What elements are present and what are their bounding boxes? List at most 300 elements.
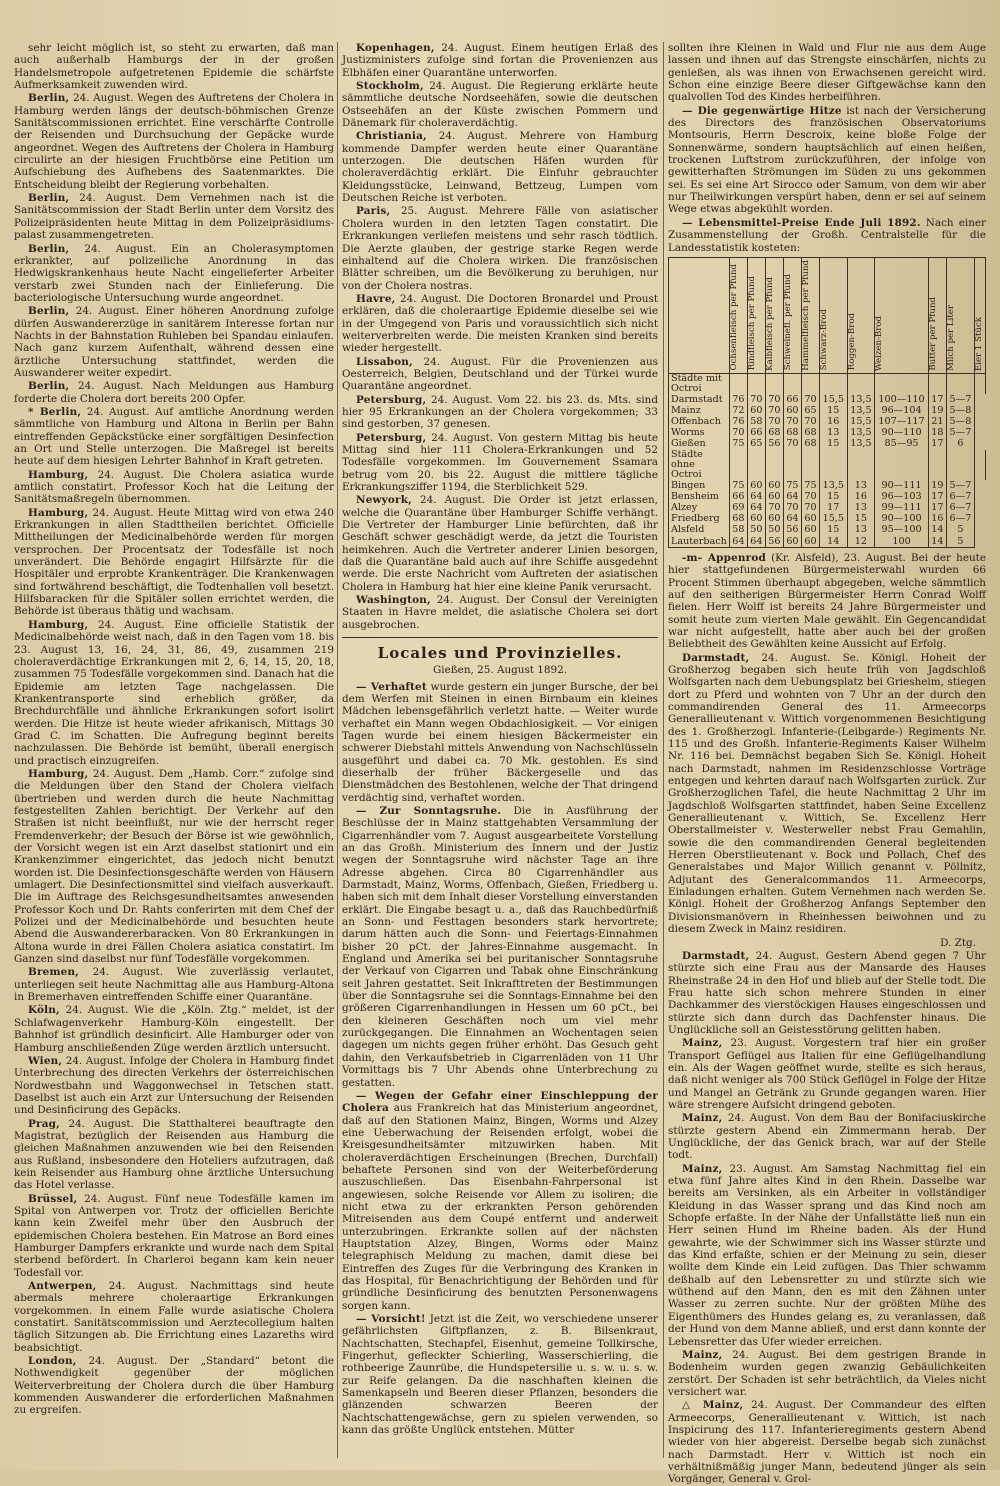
news-paragraph <box>14 243 334 305</box>
price-cell: 19 <box>928 405 946 416</box>
price-city: Bingen <box>669 480 730 491</box>
price-cell <box>847 373 875 394</box>
price-cell <box>819 373 847 394</box>
price-city: Lauterbach <box>669 536 730 548</box>
price-cell: 76 <box>729 394 747 405</box>
price-row <box>669 427 986 438</box>
price-cell <box>747 450 765 480</box>
dateline-head: Antwerpen, <box>28 1280 97 1293</box>
price-cell: 70 <box>747 394 765 405</box>
price-cell: 60 <box>801 513 819 524</box>
price-cell <box>875 450 929 480</box>
local-news-list <box>342 681 658 1437</box>
news-paragraph <box>668 1399 986 1485</box>
price-cell: 5—7 <box>946 427 974 438</box>
price-cell: 70 <box>801 416 819 427</box>
price-cell <box>729 450 747 480</box>
news-paragraph <box>14 42 334 91</box>
price-cell: 15 <box>847 513 875 524</box>
price-cell: 68 <box>801 438 819 449</box>
section-title: Locales und Provinzielles. <box>377 644 623 663</box>
news-paragraph <box>14 1355 334 1417</box>
price-cell: 56 <box>783 524 801 535</box>
header-label: Schwarz-Brod <box>818 309 829 371</box>
dateline-head: Stockholm, <box>356 80 424 93</box>
column-left <box>14 42 334 1460</box>
price-cell: 13,5 <box>847 438 875 449</box>
news-paragraph <box>14 406 334 468</box>
price-cell: 70 <box>729 427 747 438</box>
column-rule <box>663 42 664 1458</box>
dateline-head: Paris, <box>356 205 391 218</box>
price-cell: 90—111 <box>875 480 929 491</box>
news-text: 24. August. Einer höheren Anordnung zufolge dürfen Auswandererzüge in sanitärem Interesse fortan nur Nachts in der Bahnstation Ruhleben bei Spandau einlaufen. Nach ganz kurzem Aufenthalt, während dessen eine ärztliche Untersuchung stattfindet, werden die Auswanderer weiter expedirt. <box>14 305 334 379</box>
news-paragraph <box>14 507 334 618</box>
dateline-head: Hamburg, <box>28 468 89 481</box>
price-cell: 12 <box>847 536 875 548</box>
news-text: 24. August. Nachmittags sind heute abermals mehrere choleraartige Erkrankungen vorgekommen. In einem Falle wurde asiatische Cholera constatirt. Sanitätscommission und Aerztecollegium halten täglich Sitzungen ab. Die Errichtung eines Lazareths wird beabsichtigt. <box>14 1280 334 1354</box>
news-text: 24. August. Die Order ist jetzt erlassen, welche die Quarantäne über Hamburger Schiffe verhängt. Die Vertreter der Hamburger Linie befürchten, daß ihr Geschäft schwer geschädigt werde, da jetzt die Touristen heimkehren. Auch die Vertreter anderer Linien besorgen, daß die Quarantäne bald auch auf ihre Schiffe ausgedehnt werde. Die erste Nachricht vom Auftreten der asiatischen Cholera in Hamburg hat hier eine kleine Panik verursacht. <box>342 494 658 593</box>
price-cell: 60 <box>765 480 783 491</box>
news-text: 24. August. Die Doctoren Bronardel und Proust erklären, daß die choleraartige Epidemie dieselbe sei wie in der Umgegend von Paris und voraussichtlich sich nicht weiterverbreiten werde. Die meisten Kranken sind bereits wieder hergestellt. <box>342 292 658 355</box>
news-text: 24. August. Einem heutigen Erlaß des Justizministers zufolge sind fortan die Provenienzen aus Elbhäfen einer Quarantäne unterworfen. <box>342 42 658 79</box>
price-cell: 65 <box>747 438 765 449</box>
price-cell: 68 <box>783 427 801 438</box>
dateline-head: — Die gegenwärtige Hitze <box>682 104 842 117</box>
news-paragraph <box>342 130 658 204</box>
price-column-header <box>765 257 783 373</box>
price-column-header <box>669 257 730 373</box>
article-signature: D. Ztg. <box>940 936 976 949</box>
news-text: 24. August. Von gestern Mittag bis heute Mittag sind hier 111 Cholera-Erkrankungen und 52 Todesfälle vorgekommen. Im Gouvernement Ssamara betrug vom 20. bis 22. August die mittlere tägliche Erkrankungsziffer 1194, die Sterblichkeit 529. <box>342 431 658 494</box>
regional-news-list <box>668 552 986 1486</box>
news-text: wurde gestern ein junger Bursche, der bei dem Werfen mit Steinen in einen Birnbaum ein kleines Mädchen lebensgefährlich verletzt hatte. — Weiter wurde verhaftet ein Mann wegen Obdachlosigkeit. — Vor einigen Tagen wurde bei einem hiesigen Bäckermeister ein schwerer Diebstahl mittels Anwendung von Nachschlüsseln ausgeführt und dabei ca. 70 Mk. gestohlen. Es sind dieserhalb der früher Bäckergeselle und das Dienstmädchen des Bestohlenen, welche der That dringend verdächtig sind, verhaftet worden. <box>342 680 658 804</box>
price-cell: 60 <box>747 480 765 491</box>
news-paragraph <box>668 105 986 216</box>
dateline-head: Berlin, <box>28 192 70 205</box>
price-cell: 68 <box>801 427 819 438</box>
price-row <box>669 513 986 524</box>
price-cell: 66 <box>783 394 801 405</box>
price-cell <box>783 450 801 480</box>
news-text: 24. August. Wie die „Köln. Ztg.“ meldet, ist der Schlafwagenverkehr Hamburg-Köln eingestellt. Der Bahnhof ist gründlich desinficirt. Alle Hamburger oder von Hamburg anschließenden Züge werden ärztlich untersucht. <box>14 1004 334 1054</box>
price-cell: 6—7 <box>946 491 974 502</box>
header-label: Kalbfleisch per Pfund <box>764 276 775 371</box>
price-column-header <box>928 257 946 373</box>
price-cell: 16 <box>928 513 946 524</box>
news-paragraph <box>342 293 658 355</box>
news-text: 24. August. Infolge der Cholera in Hamburg findet Unterbrechung des directen Verkehrs der österreichischen Nordwestbahn und Waggonwechsel in Tetschen statt. Daselbst ist auch ein Arzt zur Untersuchung der Reisenden und Desinficirung des Gepäcks. <box>14 1054 334 1117</box>
news-text: (Kr. Alsfeld), 23. August. Bei der heute hier stattgefundenen Bürgermeisterwahl wurden 66 Procent Stimmen überhaupt abgegeben, welche sämmtlich auf den seitherigen Bürgermeister Herrn Conrad Wolff fielen. Herr Wolff ist bereits 24 Jahre Bürgermeister und somit heute zum vierten Male gewählt. Ein Gegencandidat war nicht aufgestellt, hatte aber auch bei der großen Beliebtheit des Gewählten keine Aussicht auf Erfolg. <box>668 551 986 651</box>
price-cell: 64 <box>783 513 801 524</box>
price-cell: 75 <box>783 480 801 491</box>
price-row <box>669 438 986 449</box>
price-column-header <box>783 257 801 373</box>
price-cell: 5—7 <box>946 394 974 405</box>
price-cell <box>974 373 985 394</box>
news-paragraph <box>342 594 658 631</box>
dateline-head: Berlin, <box>28 380 70 393</box>
news-text: 24. August. Fünf neue Todesfälle kamen im Spital von Antwerpen vor. Trotz der officiellen Berichte kann kein Zweifel mehr über den Ausbruch der epidemischen Cholera bestehen. Ein Matrose an Bord eines Hamburger Dampfers erkrankte und wurde nach dem Spital sterbend befördert. In Charleroi begann kam kein neuer Todesfall vor. <box>14 1192 334 1279</box>
price-cell <box>946 373 974 394</box>
news-text: 24. August. Nach Meldungen aus Hamburg forderte die Cholera dort bereits 200 Opfer. <box>14 380 334 405</box>
price-cell: 66 <box>729 491 747 502</box>
news-text: 24. August. Wie zuverlässig verlautet, unterliegen seit heute Nachmittag alle aus Hamburg-Altona in Bremerhaven eintreffenden Schiffe einer Quarantäne. <box>14 966 334 1004</box>
price-cell: 85—95 <box>875 438 929 449</box>
price-cell: 90—110 <box>875 427 929 438</box>
header-label: Eier 1 Stück <box>973 316 984 371</box>
news-text: 23. August. Am Samstag Nachmittag fiel ein etwa fünf Jahre altes Kind in den Rhein. Dasselbe war bereits am Versinken, als ein Arbeiter in vollständiger Kleidung in das Wasser sprang und das Kind noch am Schopfe erfaßte. In der Nähe der Unfallstätte ließ nun ein Herr seinen Hund im Rheine baden. Als der Hund gewahrte, wie der Schwimmer sich ins Wasser stürzte und das Kind erfaßte, schien er der Meinung zu sein, dieser wollte dem Kinde ein Leid zufügen. Das Thier schwamm deßhalb auf den Lebensretter zu und stürzte sich wie wüthend auf den Mann, den es mit den Zähnen unter Wasser zu zerren suchte. Nur der größten Mühe des Eigenthümers des Hundes gelang es, zu veranlassen, daß der Hund von dem Manne abließ, und erst dann konnte der Lebensretter das Ufer wieder erreichen. <box>668 1162 986 1348</box>
price-cell: 60 <box>747 513 765 524</box>
price-city: Mainz <box>669 405 730 416</box>
news-text: 24. August. Der Commandeur des elften Armeecorps, Generallieutenant v. Wittich, ist nach Inspicirung des 117. Infanterieregiments gestern Abend wieder von hier abgereist. Derselbe begab sich zunächst nach Darmstadt. Herr v. Wittich ist noch ein verhältnißmäßig junger Mann, bedeutend jünger als sein Vorgänger, General v. Grol- <box>668 1399 986 1486</box>
dateline-head: Hamburg, <box>28 767 89 780</box>
price-cell: 18 <box>928 427 946 438</box>
price-cell: 60 <box>801 536 819 548</box>
price-cell: 70 <box>783 438 801 449</box>
dateline-head: Hamburg, <box>28 506 89 519</box>
news-text: 24. August. Mehrere von Hamburg kommende Dampfer werden heute einer Quarantäne unterzogen. Die deutschen Häfen wurden für choleraverdächtig erklärt. Die Einfuhr gebrauchter Kleidungsstücke, Leinwand, Bettzeug, Lumpen vom Deutschen Reiche ist verboten. <box>342 130 658 205</box>
price-cell <box>765 450 783 480</box>
news-text: 24. August. Heute Mittag wird von etwa 240 Erkrankungen in allen Stadttheilen berichtet. Officielle Mittheilungen der Medicinalbehörde werden für morgen versprochen. Der Procentsatz der Todesfälle ist noch unverändert. Die Behörde engagirt Hilfsärzte für die Hospitäler und erprobte Krankenträger. Die Krankenwagen sind fortwährend beschäftigt, die Todtenhallen voll besetzt. Hilfsbaracken für die Spitäler sollen errichtet werden, die Behörde ist überaus thätig und wachsam. <box>14 506 334 618</box>
header-label: Ochsenfleisch per Pfund <box>728 264 739 371</box>
price-cell: 14 <box>928 536 946 548</box>
price-city: Worms <box>669 427 730 438</box>
price-cell: 60 <box>765 491 783 502</box>
price-cell: 13 <box>819 427 847 438</box>
news-text: 23. August. Vorgestern traf hier ein großer Transport Geflügel aus Italien für eine Geflügelhandlung ein. Als der Wagen geöffnet wurde, stellte es sich heraus, daß nicht weniger als 700 Stück Geflügel in Folge der Hitze und Mangel an Getränk zu Grunde gegangen waren. Hier wäre strengere Aufsicht dringend geboten. <box>668 1037 986 1111</box>
news-text: sehr leicht möglich ist, so steht zu erwarten, daß man auch außerhalb Hamburgs der in der großen Handelsmetropole aufgetretenen Epidemie die schärfste Aufmerksamkeit zuwenden wird. <box>14 42 334 92</box>
news-text: 24. August. Der „Standard“ betont die Nothwendigkeit gegenüber der möglichen Weiterverbreitung der Cholera durch die über Hamburg kommenden Auswanderer die erforderlichen Maßnahmen zu ergreifen. <box>14 1355 334 1417</box>
price-group-label: Städte mit Octroi <box>669 373 730 394</box>
news-paragraph <box>14 469 334 506</box>
price-cell: 16 <box>819 416 847 427</box>
news-paragraph <box>668 1349 986 1398</box>
price-cell: 64 <box>783 491 801 502</box>
news-paragraph <box>14 1118 334 1192</box>
dateline-head: Newyork, <box>356 494 412 507</box>
news-text: Jetzt ist die Zeit, wo verschiedene unserer gefährlichsten Giftpflanzen, z. B. Bilsenkraut, Nachtschatten, Stechapfel, Eisenhut, gemeine Tollkirsche, Fingerhut, gefleckter Schierling, Wasserschierling, die rothbeerige Zaunrübe, die Hundspetersilie u. s. w. u. s. w. zur Reife gelangen. Da die naschhaften kleinen die Samenkapseln und Beeren dieser Pflanzen, besonders die glänzenden schwarzen Beeren der Nachtschattengewächse, gern zu spielen verwenden, so kann das größte Unglück entstehen. Mütter <box>342 1313 658 1437</box>
dateline-head: Köln, <box>28 1004 60 1017</box>
dateline-head: Berlin, <box>28 242 70 255</box>
price-row <box>669 394 986 405</box>
price-row <box>669 491 986 502</box>
price-cell: 56 <box>765 438 783 449</box>
price-cell: 100—110 <box>875 394 929 405</box>
price-cell <box>747 373 765 394</box>
news-paragraph <box>342 80 658 129</box>
price-cell <box>974 450 985 480</box>
news-text: 24. August. Die Regierung erklärte heute sämmtliche deutsche Nordseehäfen, sowie die deutschen Ostseehäfen an der Küste zwischen Pommern und Dänemark für choleraverdächtig. <box>342 80 658 130</box>
news-paragraph <box>14 305 334 379</box>
price-cell <box>928 450 946 480</box>
header-label: Milch per Liter <box>945 304 956 371</box>
column-rule <box>337 42 338 1458</box>
price-cell: 5 <box>946 536 974 548</box>
news-paragraph <box>668 652 986 936</box>
price-cell: 19 <box>928 480 946 491</box>
price-cell: 58 <box>729 524 747 535</box>
price-cell: 70 <box>765 416 783 427</box>
news-text: Die in Ausführung der Beschlüsse der in Mainz stattgehabten Versammlung der Cigarrenhändler vom 7. August ausgearbeitete Vorstellung an das Großh. Ministerium des Innern und der Justiz wegen der Sonntagsruhe wird nächster Tage an ihre Adresse abgehen. Circa 80 Cigarrenhändler aus Darmstadt, Mainz, Worms, Offenbach, Gießen, Friedberg u. haben sich mit dem Inhalt dieser Vorstellung einverstanden erklärt. Die Eingabe besagt u. a., daß das Rauchbedürfniß an Sonn- und Festtagen besonders stark hervortrete; darum hätten auch die Sonn- und Feiertags-Einnahmen bisher 20 pCt. der Jahres-Einnahme ausgemacht. In England und Amerika sei bei puritanischer Sonntagsruhe der Verkauf von Cigarren und Tabak ohne Einschränkung seit Jahren gestattet. Seit Inkrafttreten der Bestimmungen über die Sonntagsruhe sei die Sonntags-Einnahme bei den größeren Cigarrenhandlungen in Hessen um 60 pCt., bei den kleineren Geschäften noch um viel mehr zurückgegangen. Die Einnahmen an Wochentagen seien dagegen um nichts gegen früher erhöht. Das Gesuch geht dahin, den Verkaufsbetrieb in Cigarrenläden von 11 Uhr Vormittags bis 7 Uhr Abends ohne Unterbrechung zu gestatten. <box>342 804 658 1089</box>
price-cell: 70 <box>765 405 783 416</box>
header-label: Schweinefl. per Pfund <box>782 274 793 371</box>
news-text: 24. August. Dem „Hamb. Corr.“ zufolge sind die Meldungen über den Stand der Cholera vielfach übertrieben und werden durch die heute Nachmittag festgestellten Zahlen berichtigt. Der Verkehr auf den Straßen ist nicht beeinflußt, nur wie der herrscht reger Fremdenverkehr; der Besuch der Börse ist wie gewöhnlich, der Vorsicht wegen ist ein Arzt daselbst stationirt und ein Krankenzimmer eingerichtet, das jedoch nicht benutzt worden ist. Die Desinfectionsgeschäfte werden von Häusern umlagert. Die Desinfectionsmittel sind vielfach ausverkauft. Die im Auftrage des Reichsgesundheitsamtes anwesenden Professor Koch und Dr. Rahts conferirten mit dem Chef der Polizei und der Medicinalbehörde und besuchten heute Abend die Auswandererbaracken. Von 80 Erkrankungen in Altona wurde in drei Fällen Cholera asiatica constatirt. Im Ganzen sind daselbst nur fünf Todesfälle vorgekommen. <box>14 767 334 966</box>
price-city: Bensheim <box>669 491 730 502</box>
dateline-head: Mainz, <box>682 1162 723 1175</box>
news-paragraph <box>14 1055 334 1117</box>
price-cell: 17 <box>928 491 946 502</box>
news-paragraph <box>342 805 658 1089</box>
news-paragraph <box>14 619 334 767</box>
news-paragraph <box>668 42 986 104</box>
news-text: 24. August. Die Statthalterei beauftragte den Magistrat, bezüglich der Reisenden aus Hamburg die gleichen Maßnahmen anzuwenden wie bei den Reisenden aus Rußland, insbesondere den Hoteliers aufzutragen, daß kein Reisender aus Hamburg ohne ärztliche Untersuchung das Hotel verlasse. <box>14 1117 334 1192</box>
price-column-header <box>847 257 875 373</box>
dateline-head: — Vorsicht! <box>356 1313 426 1326</box>
price-cell <box>928 373 946 394</box>
news-text: 24. August. Dem Vernehmen nach ist die Sanitätscommission der Stadt Berlin unter dem Vorsitz des Polizeipräsidenten heute Mittag in dem Polizeipräsidiums-palast zusammengetreten. <box>14 192 334 242</box>
price-cell: 5—7 <box>946 480 974 491</box>
dateline-head: * Berlin, <box>28 405 82 418</box>
dateline-head: Prag, <box>28 1117 60 1130</box>
price-cell: 50 <box>747 524 765 535</box>
price-cell: 15,5 <box>819 513 847 524</box>
price-cell: 50 <box>765 524 783 535</box>
price-cell: 56 <box>765 536 783 548</box>
news-paragraph <box>668 1037 986 1111</box>
news-paragraph <box>14 380 334 405</box>
price-cell: 5 <box>946 524 974 535</box>
dateline-head: △ Mainz, <box>682 1399 744 1412</box>
price-cell: 70 <box>783 502 801 513</box>
price-cell: 15 <box>819 524 847 535</box>
dateline-head: Hamburg, <box>28 618 89 631</box>
dateline-head: Darmstadt, <box>682 949 750 962</box>
price-city: Gießen <box>669 438 730 449</box>
news-paragraph <box>342 681 658 804</box>
news-text: 24. August. Bei dem gestrigen Brande in Bodenheim wurden gegen zwanzig Gebäulichkeiten zerstört. Der Schaden ist sehr beträchtlich, da Vieles nicht versichert war. <box>668 1348 986 1398</box>
news-paragraph <box>668 217 986 254</box>
dateline-head: Mainz, <box>682 1112 723 1125</box>
news-paragraph <box>14 1193 334 1279</box>
price-cell: 64 <box>747 536 765 548</box>
dateline-head: Berlin, <box>28 305 70 318</box>
news-paragraph <box>668 950 986 1036</box>
header-label: Roggen-Brod <box>846 313 857 371</box>
price-cell: 5—8 <box>946 405 974 416</box>
price-cell: 13,5 <box>847 394 875 405</box>
price-cell <box>729 373 747 394</box>
price-table <box>668 257 986 548</box>
price-column-header <box>875 257 929 373</box>
dateline-head: Christiania, <box>356 130 427 143</box>
price-cell: 6 <box>946 438 974 449</box>
dateline-head: Mainz, <box>682 1037 723 1050</box>
price-cell: 68 <box>729 513 747 524</box>
price-cell: 13 <box>847 502 875 513</box>
price-row <box>669 480 986 491</box>
price-cell: 60 <box>783 405 801 416</box>
price-cell: 76 <box>729 416 747 427</box>
news-text: 24. August. Wegen des Auftretens der Cholera in Hamburg werden längs der deutsch-böhmischen Grenze Sanitätscommissionen errichtet. Eine verschärfte Controlle der Reisenden und Durchsuchung der Gepäcke wurde angeordnet. Wegen des Auftretens der Cholera in Hamburg circulirte an der hiesigen Fruchtbörse eine Petition um Aufschiebung des Aufhebens des Saatenmarktes. Die Entscheidung bleibt der Regierung vorbehalten. <box>14 92 334 191</box>
price-column-header <box>819 257 847 373</box>
price-cell <box>946 450 974 480</box>
dateline-head: London, <box>28 1355 77 1368</box>
price-cell: 60 <box>747 405 765 416</box>
price-cell: 17 <box>928 502 946 513</box>
news-text: Nach einer Zusammenstellung der Großh. Centralstelle für die Landesstatistik kosteten: <box>668 216 986 254</box>
news-paragraph <box>14 192 334 241</box>
price-column-header <box>974 257 985 373</box>
price-cell: 96—103 <box>875 491 929 502</box>
price-cell: 13,5 <box>847 405 875 416</box>
news-text: 24. August. Se. Königl. Hoheit der Großherzog begaben sich heute früh von Jagdschloß Wolfsgarten nach dem Uebungsplatz bei Griesheim, stiegen dort zu Pferd und wohnten von 7 Uhr an der durch den commandirenden General des 11. Armeecorps Generallieutenant v. Wittich vorgenommenen Besichtigung des 1. Großherzogl. Infanterie-(Leibgarde-) Regiments Nr. 115 und des Großh. Infanterie-Regiments Kaiser Wilhelm Nr. 116 bei. Demnächst begaben Sich Se. Königl. Hoheit nach Darmstadt, nahmen im Residenzschlosse Vorträge entgegen und kehrten darauf nach Wolfsgarten zurück. Zur Großherzoglichen Tafel, die heute Nachmittag 2 Uhr im Jagdschloß Wolfsgarten stattfindet, haben Seine Excellenz Generallieutenant v. Wittich, Se. Excellenz Herr Oberstallmeister v. Westerweller nebst Frau Gemahlin, sowie die den commandirenden General begleitenden Herren Oberstlieutenant v. Bock und Pollach, Chef des Generalstabes und Major Willich genannt v. Pöllnitz, Adjutant des Generalcommandos 11. Armeecorps, Einladungen erhalten. Gutem Vernehmen nach werden Se. Königl. Hoheit der Großherzog Anfangs September den Divisionsmanövern in Rheinhessen beiwohnen und zu diesem Zweck in Mainz residiren. <box>668 651 986 936</box>
news-paragraph <box>342 432 658 494</box>
news-paragraph <box>14 1004 334 1053</box>
price-cell: 17 <box>819 502 847 513</box>
dateline-head: Lissabon, <box>356 355 413 368</box>
price-cell: 70 <box>801 502 819 513</box>
price-cell: 70 <box>765 394 783 405</box>
news-text: 24. August. Der Consul der Vereinigten Staaten in Havre meldet, die asiatische Cholera sei dort ausgebrochen. <box>342 594 658 631</box>
column-middle <box>342 42 658 1460</box>
price-cell: 17 <box>928 394 946 405</box>
price-cell: 15,5 <box>819 394 847 405</box>
news-paragraph <box>342 205 658 291</box>
price-cell: 70 <box>801 394 819 405</box>
news-text: 25. August. Mehrere Fälle von asiatischer Cholera wurden in den letzten Tagen constatirt. Die Erkrankungen verliefen meistens und sehr rasch tödtlich. Die Aerzte glauben, der gestrige starke Regen werde einhaltend auf die Cholera wirken. Die französischen Blätter schreiben, um die Bevölkerung zu beruhigen, nur von der Cholera nostras. <box>342 205 658 292</box>
price-cell: 96—104 <box>875 405 929 416</box>
price-cell <box>801 373 819 394</box>
price-cell: 95—100 <box>875 524 929 535</box>
price-cell: 60 <box>801 524 819 535</box>
price-row <box>669 524 986 535</box>
price-cell: 15 <box>819 491 847 502</box>
price-cell: 72 <box>729 405 747 416</box>
header-label: Butter per Pfund <box>927 296 938 371</box>
dateline: Gießen, 25. August 1892. <box>432 664 568 677</box>
header-label: Rindfleisch per Pfund <box>746 276 757 371</box>
price-row <box>669 405 986 416</box>
news-paragraph <box>342 394 658 431</box>
dateline-head: -m- Appenrod <box>682 551 766 564</box>
price-cell: 15 <box>819 438 847 449</box>
news-text: 24. August. Auf amtliche Anordnung werden sämmtliche von Hamburg und Altona in Berlin per Bahn eintreffenden Gepäckstücke einer sorgfältigen Desinfection an Ort und Stelle unterzogen. Die Maßregel ist bereits heute auf dem hiesigen Lehrter Bahnhof in Kraft getreten. <box>14 405 334 468</box>
price-cell: 75 <box>729 480 747 491</box>
price-cell <box>783 373 801 394</box>
price-city: Darmstadt <box>669 394 730 405</box>
header-label: Weizen-Brod <box>874 315 885 371</box>
price-cell: 5—8 <box>946 416 974 427</box>
price-cell: 15,5 <box>847 416 875 427</box>
price-cell: 90—100 <box>875 513 929 524</box>
price-cell <box>801 450 819 480</box>
news-paragraph <box>14 1280 334 1354</box>
price-cell: 60 <box>783 536 801 548</box>
dateline-head: Kopenhagen, <box>356 42 435 54</box>
news-text: 24. August. Eine officielle Statistik der Medicinalbehörde weist nach, daß in den Tagen vom 18. bis 23. August 13, 16, 24, 31, 86, 49, zusammen 219 choleraverdächtige Erkrankungen mit 2, 6, 14, 15, 20, 18, zusammen 75 Todesfälle vorgekommen sind. Danach hat die Epidemie am letzten Tage nachgelassen. Die Krankentransporte sind erheblich größer, da Brechdurchfälle und ähnliche Erkrankungen sofort isolirt werden. Die Hitze ist heute wieder afrikanisch, Mittags 30 Grad C. im Schatten. Die Aufregung beginnt bereits nachzulassen. Die Behörde ist bemüht, überall energisch und practisch einzugreifen. <box>14 618 334 767</box>
news-text: 24. August. Für die Provenienzen aus Oesterreich, Belgien, Deutschland und der Türkei wurde Quarantäne angeordnet. <box>342 355 658 393</box>
news-text: 24. August. Von dem Bau der Bonifaciuskirche stürzte gestern Abend ein Zimmermann herab. Der Unglückliche, der das Genick brach, war auf der Stelle todt. <box>668 1112 986 1162</box>
price-cell: 13,5 <box>819 480 847 491</box>
dateline-head: — Lebensmittel-Preise Ende Juli 1892. <box>682 216 921 229</box>
price-cell: 14 <box>928 524 946 535</box>
price-cell: 60 <box>765 513 783 524</box>
price-cell: 58 <box>747 416 765 427</box>
dateline-head: Petersburg, <box>356 393 427 406</box>
local-news-list <box>668 42 986 254</box>
price-cell: 6—7 <box>946 513 974 524</box>
dateline-head: Mainz, <box>682 1348 723 1361</box>
price-city: Offenbach <box>669 416 730 427</box>
price-cell: 107—117 <box>875 416 929 427</box>
price-cell: 64 <box>747 502 765 513</box>
price-cell: 15 <box>819 405 847 416</box>
dateline-head: Wien, <box>28 1054 63 1067</box>
news-paragraph <box>342 1090 658 1312</box>
dateline-head: Havre, <box>356 292 396 305</box>
price-column-header <box>729 257 747 373</box>
price-cell: 65 <box>801 405 819 416</box>
price-cell: 70 <box>801 491 819 502</box>
price-city: Friedberg <box>669 513 730 524</box>
price-cell: 69 <box>729 502 747 513</box>
news-paragraph <box>342 494 658 593</box>
dateline-head: Berlin, <box>28 92 70 105</box>
price-column-header <box>801 257 819 373</box>
price-cell: 68 <box>765 427 783 438</box>
price-cell: 64 <box>729 536 747 548</box>
price-cell <box>819 450 847 480</box>
price-cell: 70 <box>783 416 801 427</box>
price-cell: 64 <box>747 491 765 502</box>
header-label: Hammelfleisch per Pfund <box>800 259 811 371</box>
price-cell: 75 <box>801 480 819 491</box>
price-cell: 99—111 <box>875 502 929 513</box>
dateline-head: Darmstadt, <box>682 651 750 664</box>
price-cell: 16 <box>847 491 875 502</box>
news-text: sollten ihre Kleinen in Wald und Flur nie aus dem Auge lassen und ihnen auf das Strengste einschärfen, nichts zu genießen, als was ihnen von Erwachsenen gereicht wird. Schon eine einzige Beere dieser Giftgewächse kann den qualvollen Tod des Kindes herbeiführen. <box>668 42 986 104</box>
price-city: Alsfeld <box>669 524 730 535</box>
price-cell: 66 <box>747 427 765 438</box>
price-cell: 13 <box>847 524 875 535</box>
news-text: ist nach der Versicherung des Directors des französischen Observatoriums Montsouris, Herrn Descroix, keine bloße Folge der Sonnenwärme, sondern hauptsächlich auf einen heißen, trockenen Luftstrom zurückzuführen, der infolge von gewitterhaften Strömungen im Süden zu uns gekommen sei. Es sei eine Art Sirocco oder Samum, von dem wir aber nur Theilwirkungen verspürt haben, denn er sei auf seinem Wege etwas abgekühlt worden. <box>668 104 986 216</box>
news-text: aus Frankreich hat das Ministerium angeordnet, daß auf den Stationen Mainz, Bingen, Worms und Alzey eine Ueberwachung der Reisenden erfolgt, wobei die Kreisgesundheitsämter mitzuwirken haben. Mit choleraverdächtigen Erscheinungen (Brechen, Durchfall) behaftete Personen sind von der Weiterbeförderung auszuschließen. Das Eisenbahn-Fahrpersonal ist angewiesen, solche Reisende vor Allem zu isoliren; die nicht etwa zu der erkrankten Person gehörenden Mitreisenden aus dem Coupé entfernt und anderweit unterzubringen. Erkrankte sollen auf der nächsten Hauptstation Alzey, Bingen, Worms oder Mainz telegraphisch Meldung zu machen, damit diese bei Eintreffen des Zuges für die Verbringung des Kranken in das Hospital, für Benachrichtigung der Behörden und für gründliche Desinficirung des benutzten Personenwagens sorgen kann. <box>342 1102 658 1312</box>
dateline-head: Bremen, <box>28 966 80 979</box>
news-paragraph <box>668 1163 986 1348</box>
price-cell: 100 <box>875 536 929 548</box>
price-cell: 70 <box>765 502 783 513</box>
price-cell <box>847 450 875 480</box>
price-column-header <box>747 257 765 373</box>
news-text: 24. August. Die Cholera asiatica wurde amtlich constatirt. Professor Koch hat die Leitung der Sanitätsmaßregeln übernommen. <box>14 468 334 506</box>
telegram-list <box>342 42 658 631</box>
dateline-head: — Zur Sonntagsruhe. <box>356 804 502 817</box>
price-cell: 13,5 <box>847 427 875 438</box>
news-paragraph <box>668 552 986 651</box>
dateline-head: Petersburg, <box>356 431 427 444</box>
news-text: 24. August. Vom 22. bis 23. ds. Mts. sind hier 95 Erkrankungen an der Cholera vorgekommen; 33 sind gestorben, 37 genesen. <box>342 393 658 431</box>
news-paragraph <box>342 1313 658 1436</box>
news-paragraph <box>14 768 334 966</box>
price-cell: 14 <box>819 536 847 548</box>
news-text: 24. August. Gestern Abend gegen 7 Uhr stürzte sich eine Frau aus der Mansarde des Hauses Rheinstraße 24 in den Hof und blieb auf der Stelle todt. Die Frau hatte sich schon mehrere Stunden in einer Dachkammer des vierstöckigen Hauses eingeschlossen und stürzte sich dann durch das Dachfenster hinaus. Die Unglückliche soll an Geistesstörung gelitten haben. <box>668 949 986 1036</box>
news-paragraph <box>14 966 334 1003</box>
price-cell <box>765 373 783 394</box>
price-group-label: Städte ohne Octroi <box>669 450 730 480</box>
column-right <box>668 42 986 1486</box>
price-row <box>669 536 986 548</box>
